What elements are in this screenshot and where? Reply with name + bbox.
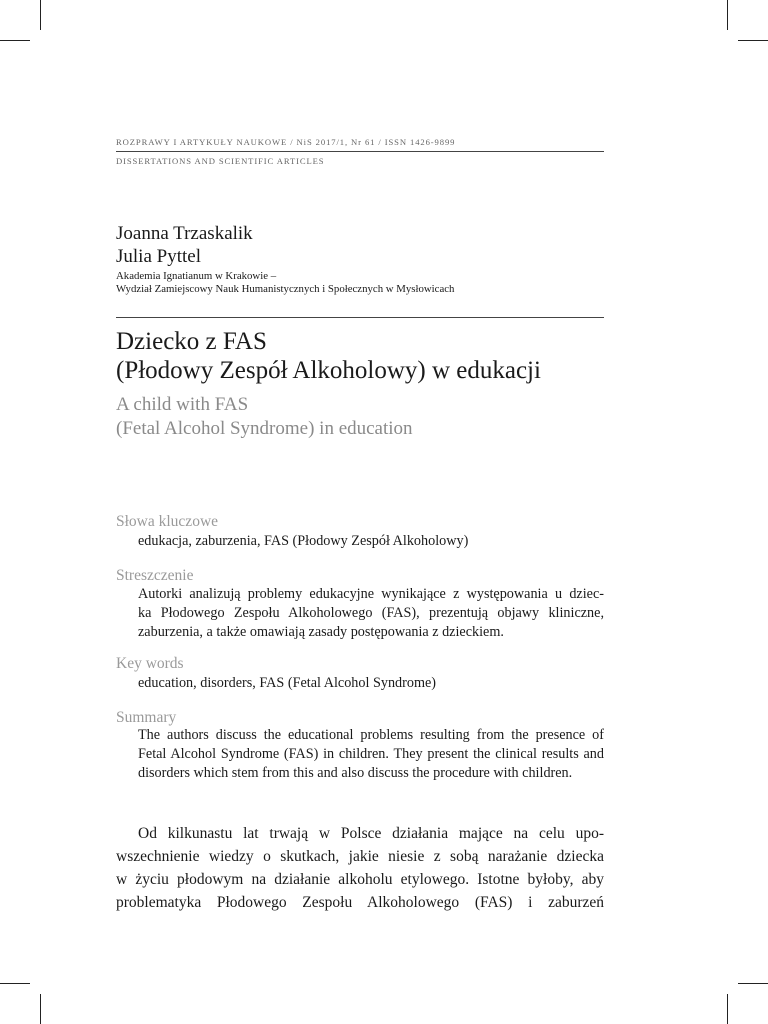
affiliation-line-2: Wydział Zamiejscowy Nauk Humanistycznych i Społecznych w Mysłowicach [116, 283, 455, 295]
title-polish-line-2: (Płodowy Zespół Alkoholowy) w edukacji [116, 357, 541, 384]
abstract-en-text [138, 726, 604, 783]
body-line: wszechnienie wiedzy o skutkach, jakie niesie z sobą narażanie dziecka [116, 848, 604, 865]
abstract-pl-line: ka Płodowego Zespołu Alkoholowego (FAS), prezentują objawy kliniczne, [138, 605, 604, 621]
title-english-line-2: (Fetal Alcohol Syndrome) in education [116, 418, 413, 439]
title-english-line-1: A child with FAS [116, 394, 249, 415]
body-paragraph [116, 822, 604, 914]
body-line: problematyka Płodowego Zespołu Alkoholowego (FAS) i zaburzeń [116, 894, 604, 911]
crop-mark-top-left [40, 0, 41, 30]
crop-mark-bottom-right [727, 994, 728, 1024]
keywords-en-text [138, 674, 604, 693]
abstract-en-line: The authors discuss the educational problems resulting from the presence of [138, 727, 604, 743]
abstract-en-line: Fetal Alcohol Syndrome (FAS) in children. They present the clinical results and [138, 746, 604, 762]
crop-mark-bottom-left-h [0, 983, 30, 984]
abstract-pl-text [138, 585, 604, 642]
keywords-en-line: education, disorders, FAS (Fetal Alcohol Syndrome) [138, 675, 437, 691]
author-2: Julia Pyttel [116, 246, 201, 267]
body-line: Od kilkunastu lat trwają w Polsce działania mające na celu upo- [138, 825, 604, 842]
keywords-pl-line: edukacja, zaburzenia, FAS (Płodowy Zespół Alkoholowy) [138, 533, 469, 549]
crop-mark-top-right [727, 0, 728, 30]
abstract-pl-heading: Streszczenie [116, 567, 194, 584]
crop-mark-bottom-right-h [738, 983, 768, 984]
abstract-en-line: disorders which stem from this and also discuss the procedure with children. [138, 765, 573, 781]
abstract-pl-line: zaburzenia, a także omawiają zasady postępowania z dzieckiem. [138, 624, 504, 640]
keywords-pl-text [138, 532, 604, 551]
crop-mark-bottom-left [40, 994, 41, 1024]
title-rule [116, 317, 604, 318]
abstract-pl-line: Autorki analizują problemy edukacyjne wynikające z występowania u dziec- [138, 586, 604, 602]
header-rule [116, 151, 604, 152]
title-polish-line-1: Dziecko z FAS [116, 328, 267, 355]
section-line: DISSERTATIONS AND SCIENTIFIC ARTICLES [116, 156, 325, 166]
keywords-en-heading: Key words [116, 655, 184, 672]
crop-mark-top-left-h [0, 40, 30, 41]
abstract-en-heading: Summary [116, 709, 177, 726]
body-line: w życiu płodowym na działanie alkoholu etylowego. Istotne byłoby, aby [116, 871, 604, 888]
journal-line: ROZPRAWY I ARTYKUŁY NAUKOWE / NiS 2017/1, Nr 61 / ISSN 1426-9899 [116, 137, 456, 147]
crop-mark-top-right-h [738, 40, 768, 41]
affiliation-line-1: Akademia Ignatianum w Krakowie – [116, 270, 277, 282]
keywords-pl-heading: Słowa kluczowe [116, 513, 219, 530]
author-1: Joanna Trzaskalik [116, 223, 253, 244]
